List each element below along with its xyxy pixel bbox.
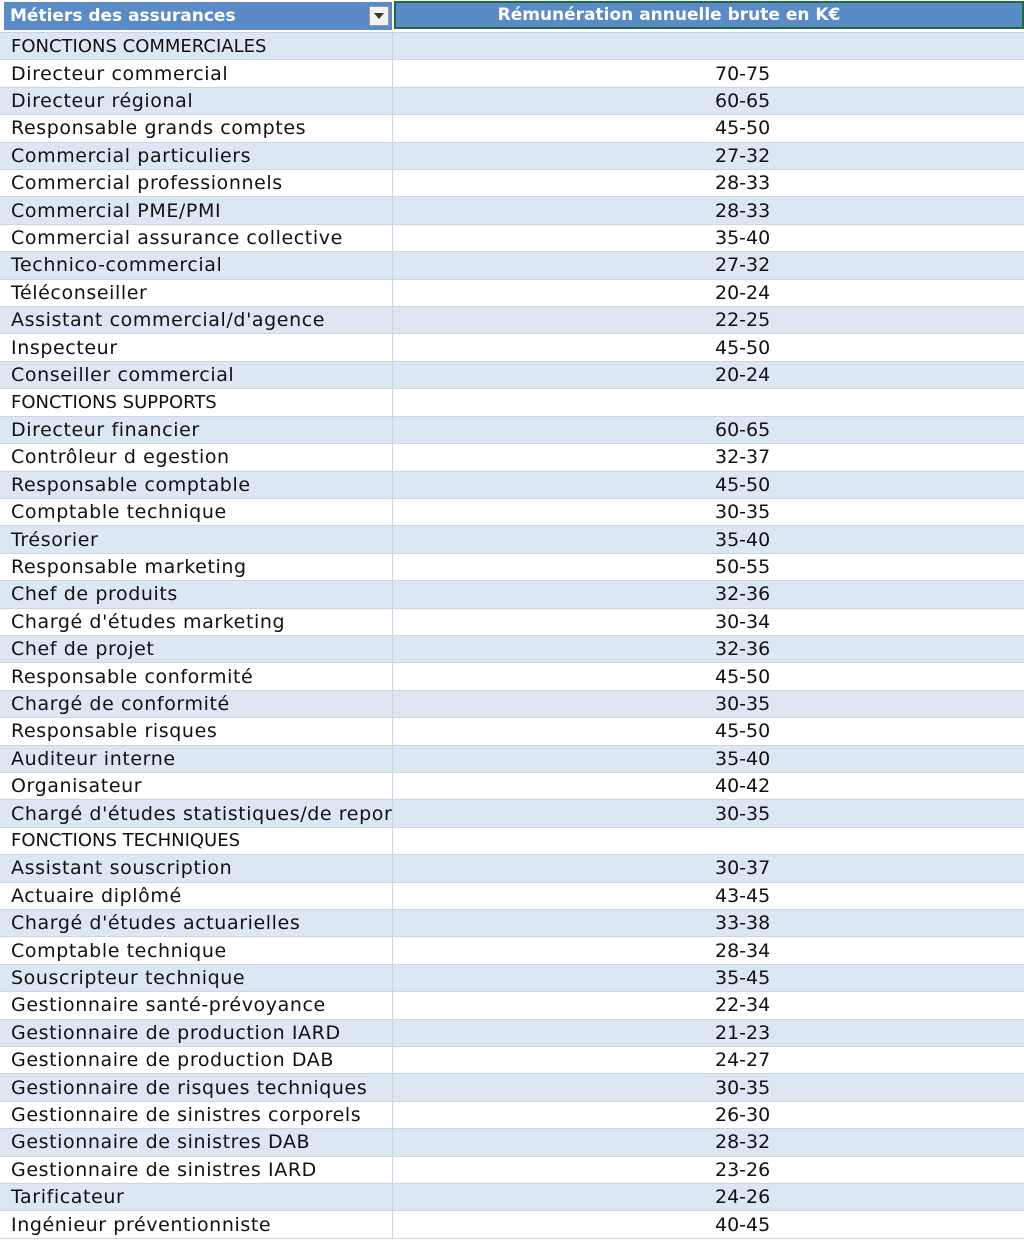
table-row (0, 444, 1024, 471)
job-cell[interactable]: Organisateur (0, 773, 393, 799)
salary-cell[interactable]: 32-36 (715, 583, 771, 606)
salary-cell[interactable]: 50-55 (715, 555, 771, 578)
job-cell[interactable]: Assistant commercial/d'agence (0, 307, 393, 333)
job-cell[interactable]: Gestionnaire de sinistres DAB (0, 1129, 393, 1155)
table-row (0, 992, 1024, 1019)
table-row (0, 1102, 1024, 1129)
table-row (0, 280, 1024, 307)
table-row (0, 554, 1024, 581)
salary-cell[interactable]: 21-23 (715, 1021, 771, 1044)
job-cell[interactable]: Ingénieur préventionniste (0, 1211, 393, 1237)
table-row (0, 1074, 1024, 1101)
job-cell[interactable]: Conseiller commercial (0, 362, 393, 388)
table-row (0, 910, 1024, 937)
chevron-down-icon (374, 13, 384, 19)
table-row (0, 362, 1024, 389)
salary-cell[interactable]: 45-50 (715, 473, 771, 496)
salary-cell[interactable]: 45-50 (715, 117, 771, 140)
table-row (0, 334, 1024, 361)
salary-cell[interactable]: 30-34 (715, 610, 771, 633)
salary-cell[interactable]: 28-33 (715, 172, 771, 195)
job-cell[interactable]: Chef de produits (0, 581, 393, 607)
job-cell[interactable]: Gestionnaire santé-prévoyance (0, 992, 393, 1018)
table-row (0, 937, 1024, 964)
job-cell[interactable]: Technico-commercial (0, 252, 393, 278)
table-row (0, 718, 1024, 745)
salary-cell[interactable]: 32-37 (715, 446, 771, 469)
table-row (0, 143, 1024, 170)
section-title-cell[interactable]: FONCTIONS SUPPORTS (0, 389, 393, 415)
table-row (0, 60, 1024, 87)
salary-cell[interactable]: 30-35 (715, 802, 771, 825)
table-row (0, 746, 1024, 773)
salary-cell[interactable]: 35-40 (715, 528, 771, 551)
table-row (0, 1020, 1024, 1047)
section-row (0, 828, 1024, 855)
salary-cell[interactable]: 60-65 (715, 90, 771, 113)
table-row (0, 526, 1024, 553)
job-cell[interactable]: Responsable comptable (0, 472, 393, 498)
job-cell[interactable]: Gestionnaire de production IARD (0, 1020, 393, 1046)
salary-cell[interactable]: 27-32 (715, 254, 771, 277)
job-cell[interactable]: Tarificateur (0, 1184, 393, 1210)
job-cell[interactable]: Commercial PME/PMI (0, 197, 393, 223)
salary-cell[interactable]: 40-45 (715, 1213, 771, 1236)
salary-cell[interactable]: 30-35 (715, 692, 771, 715)
table-row (0, 773, 1024, 800)
job-cell[interactable]: Directeur régional (0, 88, 393, 114)
table-row (0, 1129, 1024, 1156)
salary-cell[interactable]: 28-34 (715, 939, 771, 962)
job-cell[interactable]: Responsable grands comptes (0, 115, 393, 141)
job-cell[interactable]: Comptable technique (0, 937, 393, 963)
salary-cell[interactable]: 27-32 (715, 144, 771, 167)
salary-cell[interactable]: 24-27 (715, 1049, 771, 1072)
salary-cell[interactable] (393, 389, 1024, 415)
header-label-salary: Rémunération annuelle brute en K€ (497, 5, 841, 25)
table-row (0, 636, 1024, 663)
header-label-jobs: Métiers des assurances (10, 6, 236, 26)
table-body (0, 33, 1024, 1239)
table-row (0, 472, 1024, 499)
job-cell[interactable]: Chef de projet (0, 636, 393, 662)
job-cell[interactable]: Assistant souscription (0, 855, 393, 881)
table-row (0, 581, 1024, 608)
salary-cell[interactable]: 22-34 (715, 994, 771, 1017)
job-cell[interactable]: Chargé de conformité (0, 691, 393, 717)
job-cell[interactable]: Commercial particuliers (0, 143, 393, 169)
table-row (0, 691, 1024, 718)
salary-cell[interactable]: 30-37 (715, 857, 771, 880)
table-row (0, 663, 1024, 690)
table-row (0, 1184, 1024, 1211)
job-cell[interactable]: Chargé d'études statistiques/de repor (0, 800, 393, 826)
salary-cell[interactable]: 33-38 (715, 912, 771, 935)
job-cell[interactable]: Gestionnaire de production DAB (0, 1047, 393, 1073)
salary-cell[interactable]: 26-30 (715, 1104, 771, 1127)
table-row (0, 1211, 1024, 1238)
job-cell[interactable]: Commercial assurance collective (0, 225, 393, 251)
job-cell[interactable]: Gestionnaire de risques techniques (0, 1074, 393, 1100)
table-row (0, 800, 1024, 827)
salary-cell[interactable]: 45-50 (715, 336, 771, 359)
table-row (0, 115, 1024, 142)
table-row (0, 609, 1024, 636)
job-cell[interactable]: Directeur commercial (0, 60, 393, 86)
job-cell[interactable]: Gestionnaire de sinistres corporels (0, 1102, 393, 1128)
table-row (0, 307, 1024, 334)
table-row (0, 417, 1024, 444)
header-cell-jobs[interactable] (4, 2, 392, 30)
job-cell[interactable]: Inspecteur (0, 334, 393, 360)
salary-cell[interactable]: 23-26 (715, 1158, 771, 1181)
salary-cell[interactable]: 28-32 (715, 1131, 771, 1154)
salary-cell[interactable]: 70-75 (715, 62, 771, 85)
job-cell[interactable]: Téléconseiller (0, 280, 393, 306)
section-row (0, 33, 1024, 60)
job-cell[interactable]: Trésorier (0, 526, 393, 552)
salary-cell[interactable] (393, 828, 1024, 854)
salary-cell[interactable] (393, 33, 1024, 59)
salary-cell[interactable]: 35-40 (715, 227, 771, 250)
table-row (0, 883, 1024, 910)
table-row (0, 855, 1024, 882)
table-row (0, 965, 1024, 992)
job-cell[interactable]: Chargé d'études actuarielles (0, 910, 393, 936)
salary-cell[interactable]: 20-24 (715, 364, 771, 387)
job-cell[interactable]: Comptable technique (0, 499, 393, 525)
salary-cell[interactable]: 60-65 (715, 418, 771, 441)
salary-cell[interactable]: 35-40 (715, 747, 771, 770)
table-row (0, 1157, 1024, 1184)
salary-cell[interactable]: 43-45 (715, 884, 771, 907)
job-cell[interactable]: Chargé d'études marketing (0, 609, 393, 635)
job-cell[interactable]: Actuaire diplômé (0, 883, 393, 909)
section-title-cell[interactable]: FONCTIONS TECHNIQUES (0, 828, 393, 854)
table-row (0, 170, 1024, 197)
header-row (0, 0, 1024, 33)
salary-cell[interactable]: 32-36 (715, 638, 771, 661)
job-cell[interactable]: Responsable risques (0, 718, 393, 744)
salary-cell[interactable]: 30-35 (715, 1076, 771, 1099)
job-cell[interactable]: Responsable marketing (0, 554, 393, 580)
salary-cell[interactable]: 35-45 (715, 967, 771, 990)
job-cell[interactable]: Directeur financier (0, 417, 393, 443)
job-cell[interactable]: Gestionnaire de sinistres IARD (0, 1157, 393, 1183)
section-title-cell[interactable]: FONCTIONS COMMERCIALES (0, 33, 393, 59)
section-row (0, 389, 1024, 416)
salary-cell[interactable]: 45-50 (715, 665, 771, 688)
table-row (0, 197, 1024, 224)
job-cell[interactable]: Contrôleur d egestion (0, 444, 393, 470)
table-row (0, 499, 1024, 526)
salary-cell[interactable]: 28-33 (715, 199, 771, 222)
salary-cell[interactable]: 45-50 (715, 720, 771, 743)
job-cell[interactable]: Souscripteur technique (0, 965, 393, 991)
salary-cell[interactable]: 30-35 (715, 501, 771, 524)
table-row (0, 225, 1024, 252)
salary-cell[interactable]: 40-42 (715, 775, 771, 798)
job-cell[interactable]: Commercial professionnels (0, 170, 393, 196)
header-cell-salary[interactable] (394, 1, 1024, 29)
salary-cell[interactable]: 20-24 (715, 281, 771, 304)
table-row (0, 252, 1024, 279)
table-row (0, 1047, 1024, 1074)
salary-cell[interactable]: 22-25 (715, 309, 771, 332)
salary-cell[interactable]: 24-26 (715, 1186, 771, 1209)
table-row (0, 88, 1024, 115)
filter-dropdown-button[interactable] (369, 6, 389, 26)
job-cell[interactable]: Auditeur interne (0, 746, 393, 772)
job-cell[interactable]: Responsable conformité (0, 663, 393, 689)
